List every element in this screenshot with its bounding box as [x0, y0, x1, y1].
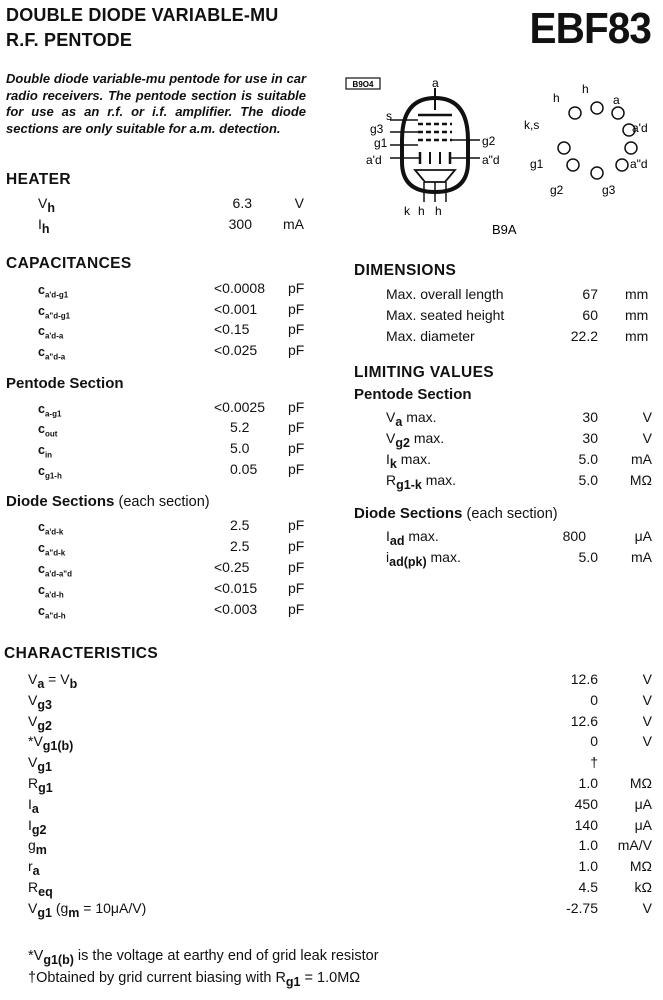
cap-symbol: $c_{a"d-g1}$ — [38, 304, 71, 321]
dimension-unit: mm — [625, 286, 649, 302]
characteristic-label: $V_{g1}$ $(g_m = 10\mu A/V)$ — [28, 899, 147, 920]
pentode-unit: pF — [288, 419, 305, 435]
cap-value: <0.0008 — [214, 280, 265, 296]
limit-label: $V_{g2}$ max. — [386, 430, 445, 450]
dimension-value: 22.2 — [570, 328, 598, 344]
base-pin-h2: h — [553, 91, 560, 105]
characteristic-unit: V — [642, 899, 652, 916]
pentode-unit: pF — [288, 399, 305, 415]
limit-value: 30 — [582, 409, 598, 425]
limit-label: $i_{ad(pk)}$ max. — [386, 549, 461, 569]
dimension-value: 67 — [582, 286, 598, 302]
characteristic-label: $R_{g1}$ — [28, 775, 53, 795]
symbol: I — [38, 216, 42, 232]
diode-unit: pF — [288, 601, 305, 617]
dimension-unit: mm — [625, 328, 649, 344]
pentode-value: 0.05 — [230, 461, 258, 477]
limit-label: $R_{g1-k}$ max. — [386, 472, 457, 492]
cap-unit: pF — [288, 301, 305, 317]
title-line-1: DOUBLE DIODE VARIABLE-MU — [6, 5, 279, 25]
limit-label: $I_k$ max. — [386, 451, 432, 471]
cap-value: <0.025 — [214, 342, 258, 358]
base-pin-ks: k,s — [524, 118, 540, 132]
limiting-pentode-heading: Pentode Section — [354, 386, 472, 403]
characteristics-heading: CHARACTERISTICS — [4, 645, 159, 662]
pentode-symbol: $c_{g1-h}$ — [38, 464, 62, 481]
diode-unit: pF — [288, 559, 305, 575]
base-pin-g2: g2 — [550, 183, 564, 197]
limit-unit: MΩ — [629, 472, 652, 488]
diode-symbol: $c_{a"d-k}$ — [38, 541, 66, 558]
characteristic-unit: V — [642, 712, 652, 729]
characteristic-value: 0 — [590, 733, 598, 750]
limit-value: 5.0 — [578, 549, 598, 565]
footnote-2: †Obtained by grid current biasing with $R_{g1} = 1.0M\Omega$ — [28, 970, 361, 989]
limit-value: 5.0 — [578, 451, 598, 467]
characteristic-value: -2.75 — [566, 899, 598, 916]
diode-sections-heading: Diode Sections (each section) — [6, 493, 210, 510]
dimensions-heading: DIMENSIONS — [354, 262, 457, 279]
cap-value: <0.001 — [214, 301, 258, 317]
pin-label-g1: g1 — [374, 136, 388, 150]
characteristic-value: 4.5 — [578, 879, 598, 895]
heater-value: 6.3 — [232, 195, 252, 211]
characteristic-value: † — [590, 754, 598, 771]
pentode-unit: pF — [288, 461, 305, 477]
footnote-1: $*V_{g1(b)}$ is the voltage at earthy end of grid leak resistor — [28, 948, 379, 967]
pentode-unit: pF — [288, 440, 305, 456]
cap-symbol: $c_{a'd-g1}$ — [38, 283, 69, 300]
diode-sections-note: (each section) — [118, 494, 210, 510]
diode-symbol: $c_{a'd-h}$ — [38, 583, 64, 600]
limit-unit: V — [642, 409, 652, 425]
diode-value: 2.5 — [230, 538, 250, 554]
pin-label-s: s — [386, 109, 392, 123]
cap-symbol: $c_{a'd-a}$ — [38, 324, 64, 341]
cap-symbol: $c_{a"d-a}$ — [38, 345, 66, 362]
heater-row — [38, 216, 50, 236]
diode-unit: pF — [288, 538, 305, 554]
limit-unit: V — [642, 430, 652, 446]
pin-label-h2: h — [435, 204, 442, 218]
pin-label-a: a — [432, 76, 439, 90]
limit-unit: μA — [634, 528, 652, 544]
limit-label: $I_{ad}$ max. — [386, 528, 439, 548]
pentode-value: <0.0025 — [214, 399, 265, 415]
diode-value: 2.5 — [230, 517, 250, 533]
diode-unit: pF — [288, 517, 305, 533]
title-line-2: R.F. PENTODE — [6, 30, 133, 50]
pentode-value: 5.0 — [230, 440, 250, 456]
diode-unit: pF — [288, 580, 305, 596]
base-pin-h1: h — [582, 82, 589, 96]
characteristic-value: 1.0 — [578, 858, 598, 875]
pinout-diagram — [340, 70, 660, 250]
dimension-label: Max. diameter — [386, 328, 475, 344]
pin-label-ad2: a"d — [482, 153, 500, 167]
pentode-symbol: $c_{a-g1}$ — [38, 402, 62, 419]
dimension-value: 60 — [582, 307, 598, 323]
base-pin-g3: g3 — [602, 183, 616, 197]
diode-value: <0.015 — [214, 580, 258, 596]
characteristic-label: $I_a$ — [28, 795, 39, 816]
cap-unit: pF — [288, 321, 305, 337]
characteristic-label: $V_{g2}$ — [28, 712, 52, 733]
characteristic-label: $r_a$ — [28, 858, 40, 878]
valve-type-code: EBF83 — [529, 4, 651, 53]
heater-unit: mA — [283, 216, 304, 232]
diode-symbol: $c_{a'd-k}$ — [38, 520, 64, 537]
characteristic-value: 140 — [574, 816, 598, 833]
base-pin-a: a — [613, 93, 620, 107]
limit-label: $V_a$ max. — [386, 409, 437, 429]
diode-value: <0.003 — [214, 601, 258, 617]
characteristic-label: $I_{g2}$ — [28, 816, 47, 837]
diode-value: <0.25 — [214, 559, 250, 575]
limiting-diode-heading: Diode Sections (each section) — [354, 505, 558, 522]
base-pin-ad2: a"d — [630, 157, 648, 171]
intro-description: Double diode variable-mu pentode for use in car radio receivers. The pentode section is suitable for use as an r.f. or i.f. amplifier. The diode sections are only suitable for a.m. detection. — [6, 71, 306, 136]
characteristic-label: $V_{g3}$ — [28, 691, 52, 712]
limit-value: 5.0 — [578, 472, 598, 488]
subscript: h — [41, 221, 50, 236]
dimension-label: Max. seated height — [386, 307, 505, 323]
characteristic-label: $*V_{g1(b)}$ — [28, 733, 74, 754]
base-pin-g1: g1 — [530, 157, 544, 171]
characteristic-unit: V — [642, 691, 652, 708]
characteristic-label: $R_{eq}$ — [28, 879, 53, 899]
limit-unit: mA — [631, 549, 652, 565]
dimension-unit: mm — [625, 307, 649, 323]
characteristic-label: $g_m$ — [28, 837, 47, 858]
characteristic-unit: μA — [634, 795, 652, 812]
characteristic-value: 1.0 — [578, 837, 598, 854]
cap-value: <0.15 — [214, 321, 250, 337]
base-pin-circles — [558, 102, 637, 179]
pentode-value: 5.2 — [230, 419, 250, 435]
characteristic-value: 1.0 — [578, 775, 598, 791]
diode-symbol: $c_{a"d-h}$ — [38, 604, 66, 621]
base-pin-ad1: a'd — [632, 121, 648, 135]
characteristic-value: 12.6 — [570, 671, 598, 687]
pin-label-g2: g2 — [482, 134, 496, 148]
symbol: V — [38, 195, 48, 211]
base-type-label: B9A — [492, 222, 517, 237]
characteristic-value: 12.6 — [570, 712, 598, 729]
characteristic-value: 450 — [574, 795, 598, 812]
pin-label-h1: h — [418, 204, 425, 218]
characteristic-unit: kΩ — [634, 879, 652, 895]
cap-unit: pF — [288, 280, 305, 296]
subscript: h — [47, 200, 55, 215]
diagram-tag: B9O4 — [352, 80, 374, 89]
heater-row — [38, 195, 55, 215]
pin-label-g3: g3 — [370, 122, 384, 136]
limit-unit: mA — [631, 451, 652, 467]
pin-label-ad1: a'd — [366, 153, 382, 167]
characteristic-unit: μA — [634, 816, 652, 833]
pin-label-k: k — [404, 204, 410, 218]
heater-value: 300 — [228, 216, 252, 232]
limit-value: 800 — [562, 528, 586, 544]
characteristic-unit: mA/V — [617, 837, 652, 854]
characteristic-unit: MΩ — [629, 775, 652, 791]
limit-value: 30 — [582, 430, 598, 446]
cap-unit: pF — [288, 342, 305, 358]
dimension-label: Max. overall length — [386, 286, 504, 302]
characteristic-unit: V — [642, 671, 652, 687]
limiting-heading: LIMITING VALUES — [354, 364, 495, 381]
diode-symbol: $c_{a'd-a"d}$ — [38, 562, 72, 579]
heater-heading: HEATER — [6, 171, 71, 188]
characteristic-label: $V_{g1}$ — [28, 754, 52, 774]
characteristic-label: $V_a = V_b$ — [28, 671, 78, 691]
pentode-section-heading: Pentode Section — [6, 375, 124, 392]
heater-unit: V — [294, 195, 304, 211]
pentode-symbol: $c_{out}$ — [38, 422, 58, 439]
capacitances-heading: CAPACITANCES — [6, 255, 132, 272]
characteristic-value: 0 — [590, 691, 598, 708]
characteristic-unit: MΩ — [629, 858, 652, 875]
pentode-symbol: $c_{in}$ — [38, 443, 53, 460]
characteristic-unit: V — [642, 733, 652, 750]
